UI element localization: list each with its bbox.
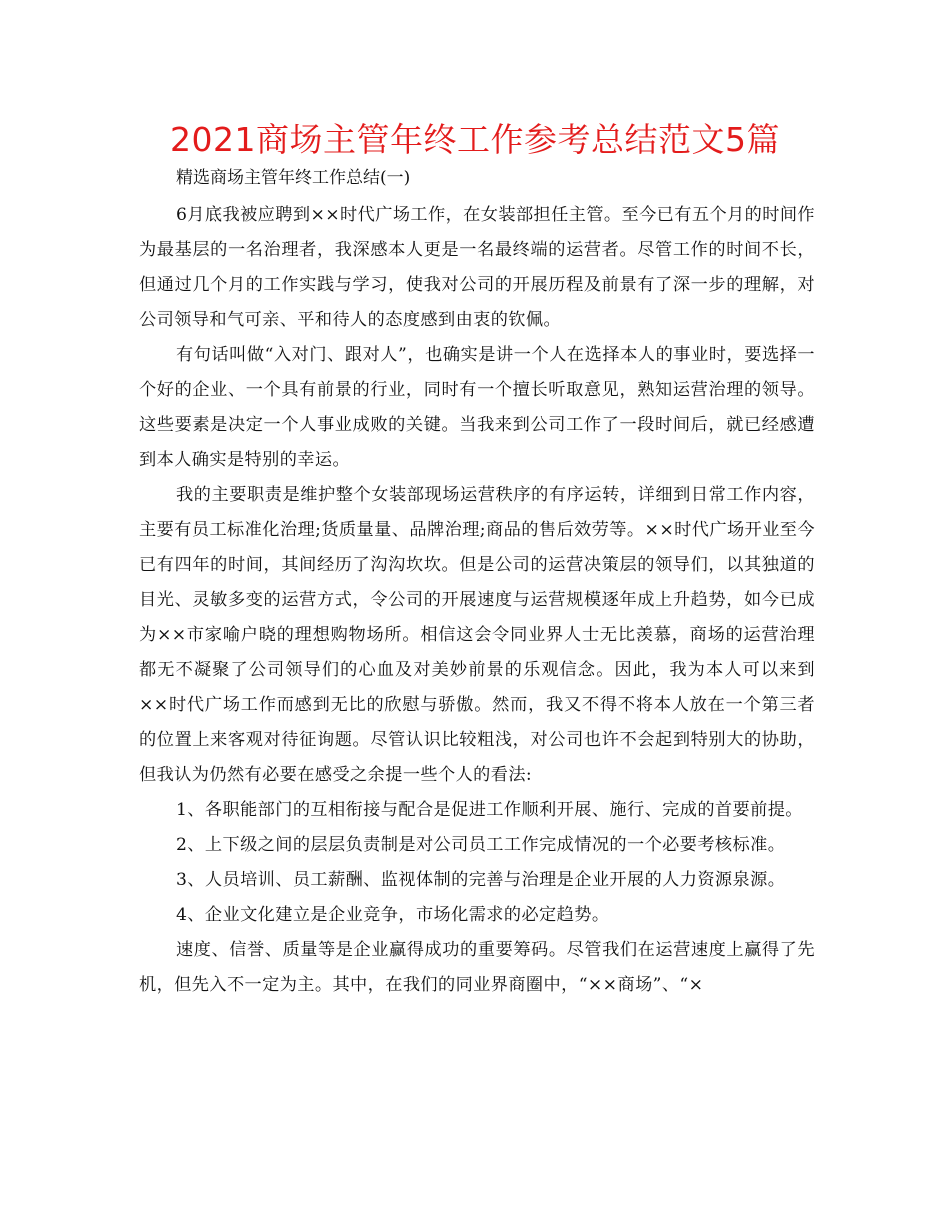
list-item-3: 3、人员培训、员工薪酬、监视体制的完善与治理是企业开展的人力资源泉源。 bbox=[175, 870, 786, 890]
paragraph-3: 我的主要职责是维护整个女装部现场运营秩序的有序运转，详细到日常工作内容，主要有员工标准化治理;货质量量、品牌治理;商品的售后效劳等。××时代广场开业至今已有四年的时间，其间经历了沟沟坎坎。但是公司的运营决策层的领导们，以其独道的目光、灵敏多变的运营方式，令公司的开展速度与运营规模逐年成上升趋势，如今已成为××市家喻户晓的理想购物场所。相信这会令同业界人士无比羡慕，商场的运营治理都无不凝聚了公司领导们的心血及对美妙前景的乐观信念。因此，我为本人可以来到××时代广场工作而感到无比的欣慰与骄傲。然而，我又不得不将本人放在一个第三者的位置上来客观对待征询题。尽管认识比较粗浅，对公司也许不会起到特别大的协助，但我认为仍然有必要在感受之余提一些个人的看法: bbox=[139, 485, 815, 785]
list-item-4: 4、企业文化建立是企业竞争，市场化需求的必定趋势。 bbox=[175, 905, 610, 925]
paragraph-4: 速度、信誉、质量等是企业赢得成功的重要筹码。尽管我们在运营速度上赢得了先机，但先入不一定为主。其中，在我们的同业界商圈中，“××商场”、“× bbox=[139, 940, 815, 995]
document-body bbox=[139, 198, 815, 1003]
list-item-1: 1、各职能部门的互相衔接与配合是促进工作顺利开展、施行、完成的首要前提。 bbox=[175, 800, 803, 820]
paragraph-1: 6月底我被应聘到××时代广场工作，在女装部担任主管。至今已有五个月的时间作为最基层的一名治理者，我深感本人更是一名最终端的运营者。尽管工作的时间不长，但通过几个月的工作实践与学习，使我对公司的开展历程及前景有了深一步的理解，对公司领导和气可亲、平和待人的态度感到由衷的钦佩。 bbox=[139, 205, 815, 330]
document-subtitle: 精选商场主管年终工作总结(一) bbox=[176, 168, 411, 188]
paragraph-2: 有句话叫做“入对门、跟对人”，也确实是讲一个人在选择本人的事业时，要选择一个好的企业、一个具有前景的行业，同时有一个擅长听取意见，熟知运营治理的领导。这些要素是决定一个人事业成败的关键。当我来到公司工作了一段时间后，就已经感遭到本人确实是特别的幸运。 bbox=[139, 345, 815, 470]
document-title: 2021商场主管年终工作参考总结范文5篇 bbox=[170, 120, 780, 159]
list-item-2: 2、上下级之间的层层负责制是对公司员工工作完成情况的一个必要考核标准。 bbox=[175, 835, 786, 855]
